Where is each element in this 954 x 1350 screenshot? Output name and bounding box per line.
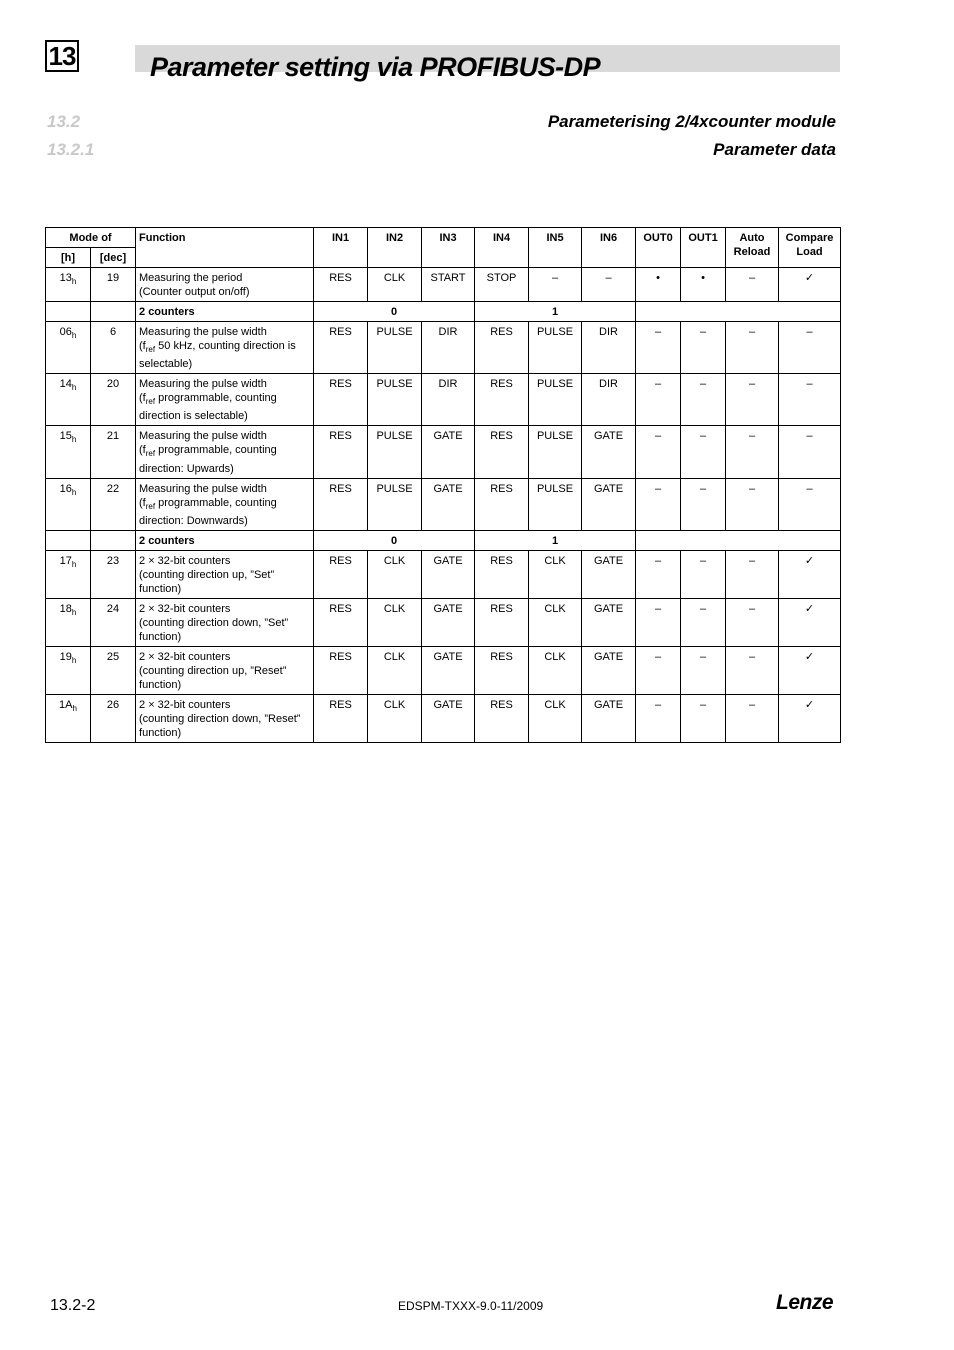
- cell-in1: RES: [314, 550, 368, 598]
- cell-in3: GATE: [422, 550, 475, 598]
- cell-auto: –: [726, 694, 779, 742]
- table-row: [46, 598, 841, 646]
- cell-in6: GATE: [582, 598, 636, 646]
- mode-hex: [46, 322, 91, 374]
- function-line-1: Measuring the pulse width: [139, 430, 267, 443]
- function-text-rest: programmable, counting direction: Downwards): [139, 496, 277, 527]
- empty-cell: [46, 302, 91, 322]
- cell-out0: –: [636, 426, 681, 478]
- counters-label: 2 counters: [136, 302, 314, 322]
- function-line-1: 2 × 32-bit counters: [139, 698, 231, 711]
- function-line-1: Measuring the period: [139, 272, 243, 284]
- cell-auto: –: [726, 646, 779, 694]
- empty-cell: [636, 302, 841, 322]
- cell-auto: –: [726, 598, 779, 646]
- cell-auto: –: [726, 322, 779, 374]
- cell-in5: CLK: [529, 646, 582, 694]
- cell-auto: –: [726, 426, 779, 478]
- table-row: [46, 322, 841, 374]
- table-row: [46, 268, 841, 302]
- function-line-1: Measuring the pulse width: [139, 326, 267, 338]
- header-in1: IN1: [314, 228, 368, 268]
- header-in4: IN4: [475, 228, 529, 268]
- section-number: 13.2: [47, 112, 81, 131]
- mode-hex-value: 15: [59, 430, 72, 443]
- mode-hex-value: 06: [59, 326, 72, 338]
- mode-hex-value: 1A: [59, 698, 73, 711]
- mode-hex: [46, 550, 91, 598]
- function-subscript: ref: [145, 397, 156, 407]
- cell-in2: CLK: [368, 598, 422, 646]
- cell-auto: –: [726, 550, 779, 598]
- cell-in4: RES: [475, 694, 529, 742]
- mode-hex-value: 17: [59, 554, 72, 567]
- mode-dec: 23: [91, 550, 136, 598]
- function-text: (f: [139, 340, 146, 352]
- cell-cmp: ✓: [779, 550, 841, 598]
- function-text-rest: 50 kHz, counting direction is selectable): [139, 340, 296, 371]
- cell-in2: CLK: [368, 550, 422, 598]
- header-in5: IN5: [529, 228, 582, 268]
- cell-in2: CLK: [368, 268, 422, 302]
- mode-hex-subscript: h: [71, 559, 77, 569]
- cell-in5: PULSE: [529, 374, 582, 426]
- function-line-2: [139, 285, 310, 299]
- cell-in1: RES: [314, 374, 368, 426]
- cell-out1: –: [681, 646, 726, 694]
- header-mode-of: Mode of: [46, 228, 136, 248]
- function-line-2: [139, 496, 310, 528]
- cell-out0: –: [636, 374, 681, 426]
- cell-in6: GATE: [582, 646, 636, 694]
- header-auto-reload: Auto Reload: [726, 228, 779, 268]
- cell-in6: GATE: [582, 550, 636, 598]
- cell-in4: RES: [475, 426, 529, 478]
- cell-out1: –: [681, 478, 726, 530]
- mode-hex-subscript: h: [71, 607, 77, 617]
- function-line-2: [139, 616, 310, 644]
- function-line-1: 2 × 32-bit counters: [139, 602, 231, 615]
- header-in3: IN3: [422, 228, 475, 268]
- mode-hex-value: 14: [59, 378, 72, 391]
- mode-hex-subscript: h: [71, 487, 77, 497]
- cell-out0: –: [636, 598, 681, 646]
- cell-in1: RES: [314, 426, 368, 478]
- function-text: (counting direction down, ”Set” function): [139, 616, 289, 643]
- mode-hex: [46, 598, 91, 646]
- cell-in5: PULSE: [529, 478, 582, 530]
- function-cell: [136, 550, 314, 598]
- cell-out1: –: [681, 694, 726, 742]
- function-text: (counting direction up, ”Reset” function): [139, 664, 287, 691]
- header-out0: OUT0: [636, 228, 681, 268]
- cell-in6: GATE: [582, 426, 636, 478]
- empty-cell: [91, 302, 136, 322]
- counter-group-0: 0: [314, 530, 475, 550]
- section-title: Parameterising 2/4xcounter module: [547, 112, 836, 131]
- function-cell: [136, 374, 314, 426]
- cell-out1: –: [681, 550, 726, 598]
- cell-in5: PULSE: [529, 322, 582, 374]
- cell-in2: PULSE: [368, 478, 422, 530]
- function-cell: [136, 322, 314, 374]
- cell-in3: GATE: [422, 478, 475, 530]
- mode-dec: 19: [91, 268, 136, 302]
- cell-in2: CLK: [368, 694, 422, 742]
- function-line-2: [139, 712, 310, 740]
- cell-in6: GATE: [582, 478, 636, 530]
- function-line-2: [139, 391, 310, 423]
- function-line-1: 2 × 32-bit counters: [139, 650, 231, 663]
- cell-out0: –: [636, 694, 681, 742]
- function-subscript: ref: [145, 501, 156, 511]
- cell-out1: –: [681, 598, 726, 646]
- function-cell: [136, 478, 314, 530]
- cell-in3: GATE: [422, 598, 475, 646]
- cell-out0: •: [636, 268, 681, 302]
- function-line-2: [139, 664, 310, 692]
- function-cell: [136, 598, 314, 646]
- mode-hex: [46, 646, 91, 694]
- cell-in5: –: [529, 268, 582, 302]
- cell-cmp: –: [779, 478, 841, 530]
- header-out1: OUT1: [681, 228, 726, 268]
- cell-in2: PULSE: [368, 322, 422, 374]
- header-in2: IN2: [368, 228, 422, 268]
- function-line-2: [139, 568, 310, 596]
- cell-in4: RES: [475, 478, 529, 530]
- mode-dec: 26: [91, 694, 136, 742]
- cell-in6: GATE: [582, 694, 636, 742]
- subsection-number: 13.2.1: [47, 140, 95, 159]
- cell-in5: CLK: [529, 694, 582, 742]
- cell-cmp: ✓: [779, 694, 841, 742]
- cell-in3: DIR: [422, 322, 475, 374]
- function-text: (f: [139, 444, 146, 457]
- function-text: (f: [139, 496, 146, 509]
- function-text: (Counter output on/off): [139, 286, 250, 298]
- function-line-2: [139, 339, 310, 371]
- function-cell: [136, 426, 314, 478]
- table-body: [46, 268, 841, 743]
- mode-hex-subscript: h: [71, 383, 77, 393]
- cell-out1: –: [681, 374, 726, 426]
- cell-in4: RES: [475, 598, 529, 646]
- counters-label: 2 counters: [136, 530, 314, 550]
- function-text: (counting direction up, ”Set” function): [139, 568, 275, 595]
- mode-hex: [46, 426, 91, 478]
- mode-hex-subscript: h: [71, 655, 77, 665]
- cell-out1: •: [681, 268, 726, 302]
- subsection-title: Parameter data: [713, 140, 836, 159]
- mode-dec: 24: [91, 598, 136, 646]
- header-in6: IN6: [582, 228, 636, 268]
- cell-out0: –: [636, 550, 681, 598]
- function-subscript: ref: [145, 345, 156, 355]
- table-row: [46, 646, 841, 694]
- cell-in1: RES: [314, 322, 368, 374]
- table-header-row: [46, 228, 841, 248]
- function-cell: [136, 646, 314, 694]
- header-dec: [dec]: [91, 248, 136, 268]
- mode-dec: 22: [91, 478, 136, 530]
- counter-group-1: 1: [475, 302, 636, 322]
- cell-in2: PULSE: [368, 426, 422, 478]
- cell-in4: STOP: [475, 268, 529, 302]
- cell-in5: PULSE: [529, 426, 582, 478]
- cell-out1: –: [681, 322, 726, 374]
- header-h: [h]: [46, 248, 91, 268]
- header-compare-load: Compare Load: [779, 228, 841, 268]
- header-function: Function: [136, 228, 314, 268]
- empty-cell: [91, 530, 136, 550]
- cell-in6: DIR: [582, 374, 636, 426]
- page-number: 13.2-2: [50, 1297, 96, 1314]
- cell-cmp: ✓: [779, 646, 841, 694]
- document-id: EDSPM-TXXX-9.0-11/2009: [398, 1299, 544, 1313]
- mode-hex-subscript: h: [72, 703, 77, 713]
- cell-auto: –: [726, 478, 779, 530]
- cell-in5: CLK: [529, 598, 582, 646]
- cell-out1: –: [681, 426, 726, 478]
- cell-cmp: ✓: [779, 598, 841, 646]
- function-text-rest: programmable, counting direction is selectable): [139, 392, 277, 423]
- cell-in6: DIR: [582, 322, 636, 374]
- cell-in3: GATE: [422, 646, 475, 694]
- mode-dec: 21: [91, 426, 136, 478]
- cell-auto: –: [726, 268, 779, 302]
- table-row: [46, 478, 841, 530]
- mode-dec: 25: [91, 646, 136, 694]
- cell-cmp: –: [779, 322, 841, 374]
- mode-hex: [46, 694, 91, 742]
- function-line-1: Measuring the pulse width: [139, 482, 267, 495]
- cell-in1: RES: [314, 598, 368, 646]
- cell-in3: START: [422, 268, 475, 302]
- cell-in5: CLK: [529, 550, 582, 598]
- cell-in4: RES: [475, 374, 529, 426]
- counter-group-0: 0: [314, 302, 475, 322]
- cell-in3: GATE: [422, 694, 475, 742]
- table-row: [46, 694, 841, 742]
- counter-group-1: 1: [475, 530, 636, 550]
- cell-in2: PULSE: [368, 374, 422, 426]
- cell-in1: RES: [314, 694, 368, 742]
- mode-hex: [46, 478, 91, 530]
- mode-hex: [46, 374, 91, 426]
- cell-out0: –: [636, 478, 681, 530]
- function-text-rest: programmable, counting direction: Upwards): [139, 444, 277, 475]
- chapter-number: 13: [45, 40, 79, 72]
- cell-in3: DIR: [422, 374, 475, 426]
- function-text: (f: [139, 392, 146, 405]
- function-cell: [136, 694, 314, 742]
- cell-in4: RES: [475, 322, 529, 374]
- mode-hex-value: 19: [59, 650, 72, 663]
- cell-in4: RES: [475, 646, 529, 694]
- function-line-2: [139, 443, 310, 475]
- table-row: [46, 374, 841, 426]
- parameter-table: [45, 227, 841, 743]
- page-title: Parameter setting via PROFIBUS-DP: [150, 52, 601, 82]
- mode-hex-subscript: h: [71, 277, 77, 287]
- function-subscript: ref: [145, 449, 156, 459]
- cell-cmp: –: [779, 426, 841, 478]
- function-text: (counting direction down, ”Reset” function): [139, 712, 301, 739]
- cell-cmp: –: [779, 374, 841, 426]
- lenze-logo: Lenze: [776, 1291, 834, 1314]
- cell-in1: RES: [314, 268, 368, 302]
- function-line-1: 2 × 32-bit counters: [139, 554, 231, 567]
- mode-hex-value: 18: [59, 602, 72, 615]
- table-row: [46, 426, 841, 478]
- cell-in4: RES: [475, 550, 529, 598]
- mode-hex-value: 16: [59, 482, 72, 495]
- cell-in3: GATE: [422, 426, 475, 478]
- counters-subheader-row: [46, 530, 841, 550]
- empty-cell: [636, 530, 841, 550]
- mode-hex-subscript: h: [71, 435, 77, 445]
- counters-subheader-row: [46, 302, 841, 322]
- table-row: [46, 550, 841, 598]
- mode-hex: [46, 268, 91, 302]
- cell-out0: –: [636, 646, 681, 694]
- mode-dec: 20: [91, 374, 136, 426]
- mode-hex-value: 13: [59, 272, 72, 284]
- cell-in6: –: [582, 268, 636, 302]
- cell-in1: RES: [314, 646, 368, 694]
- mode-dec: 6: [91, 322, 136, 374]
- function-cell: [136, 268, 314, 302]
- cell-cmp: ✓: [779, 268, 841, 302]
- cell-auto: –: [726, 374, 779, 426]
- empty-cell: [46, 530, 91, 550]
- function-line-1: Measuring the pulse width: [139, 378, 267, 391]
- cell-out0: –: [636, 322, 681, 374]
- mode-hex-subscript: h: [71, 331, 77, 341]
- cell-in2: CLK: [368, 646, 422, 694]
- cell-in1: RES: [314, 478, 368, 530]
